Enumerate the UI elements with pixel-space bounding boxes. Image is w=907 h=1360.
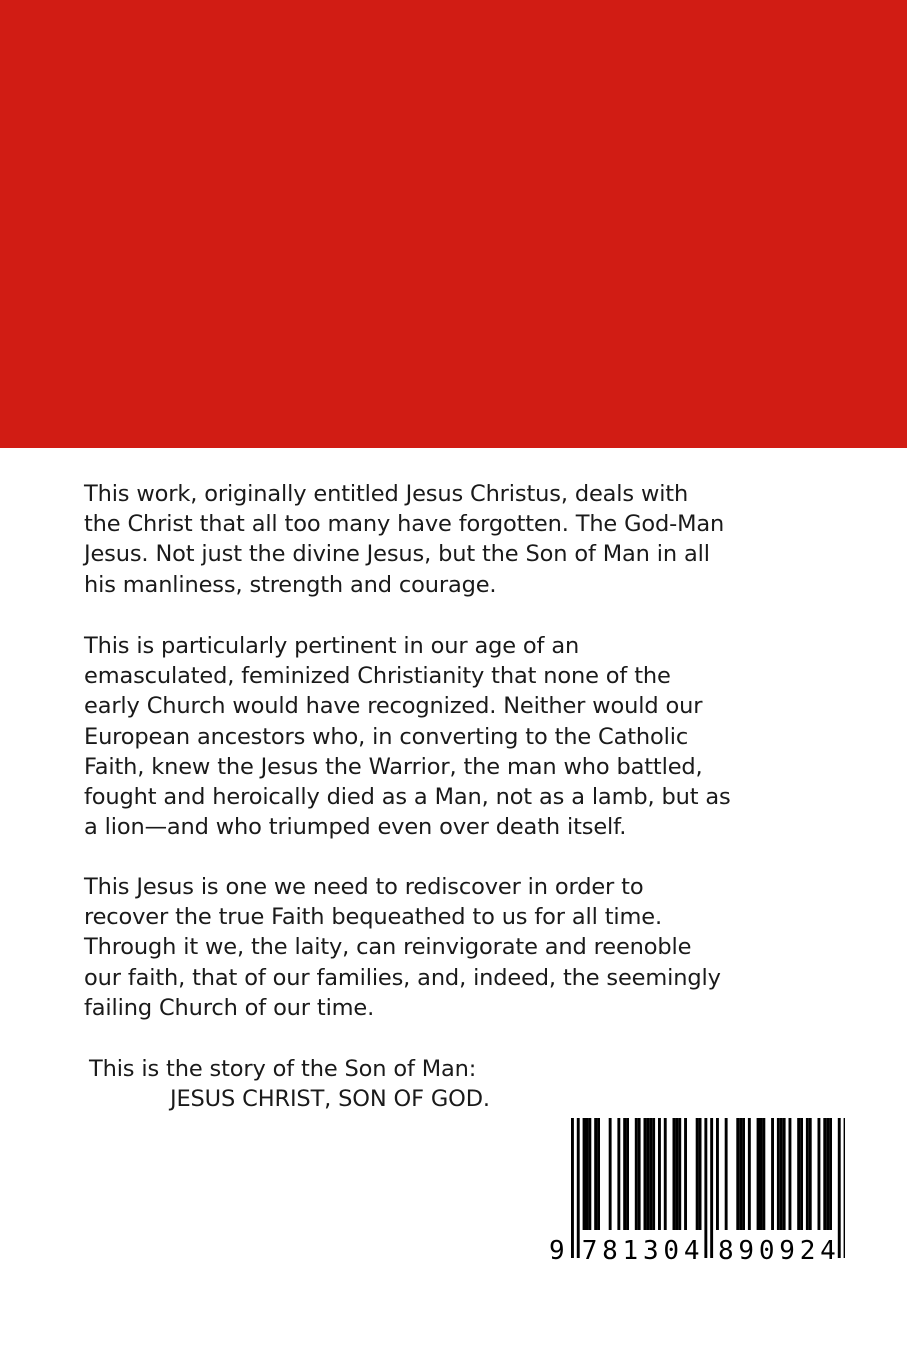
blurb-line: emasculated, feminized Christianity that none of the xyxy=(84,663,671,690)
red-color-band xyxy=(0,0,907,448)
barcode-bar xyxy=(757,1118,760,1230)
blurb-line: a lion—and who triumped even over death itself. xyxy=(84,814,627,841)
barcode-guard-bar xyxy=(710,1118,713,1258)
barcode-bar xyxy=(588,1118,591,1230)
barcode-bar xyxy=(780,1118,783,1230)
blurb-line: the Christ that all too many have forgotten. The God-Man xyxy=(84,511,725,538)
barcode-bar xyxy=(829,1118,832,1230)
barcode-bar xyxy=(716,1118,719,1230)
barcode-guard-bar xyxy=(577,1118,580,1258)
barcode-bar xyxy=(617,1118,620,1230)
barcode-lead-digit: 9 xyxy=(549,1236,565,1264)
barcode-bar xyxy=(826,1118,829,1230)
barcode-guard-bar xyxy=(571,1118,574,1258)
barcode-bar xyxy=(583,1118,586,1230)
blurb-line: This Jesus is one we need to rediscover in order to xyxy=(84,874,644,900)
closing-line-1: This is the story of the Son of Man: xyxy=(89,1056,477,1082)
blurb-line: failing Church of our time. xyxy=(84,994,375,1021)
barcode-bar xyxy=(658,1118,661,1230)
barcode-bar xyxy=(725,1118,728,1230)
blurb-line: This is particularly pertinent in our age of an xyxy=(84,633,580,659)
blurb-line: Faith, knew the Jesus the Warrior, the man who battled, xyxy=(84,753,703,780)
barcode-bar xyxy=(623,1118,626,1230)
barcode-bar xyxy=(748,1118,751,1230)
barcode-bar xyxy=(809,1118,812,1230)
barcode-bar xyxy=(609,1118,612,1230)
barcode-bar xyxy=(638,1118,641,1230)
barcode-graphic xyxy=(545,1114,845,1264)
barcode-bar xyxy=(597,1118,600,1230)
blurb-line: European ancestors who, in converting to the Catholic xyxy=(84,723,689,750)
barcode-bar xyxy=(626,1118,629,1230)
blurb-line: This work, originally entitled Jesus Christus, deals with xyxy=(84,481,689,507)
isbn-barcode xyxy=(545,1114,845,1264)
barcode-bar xyxy=(684,1118,687,1230)
barcode-bar xyxy=(742,1118,745,1230)
blurb-line: our faith, that of our families, and, indeed, the seemingly xyxy=(84,964,721,991)
barcode-bar xyxy=(806,1118,809,1230)
barcode-bar xyxy=(696,1118,699,1230)
barcode-bar xyxy=(797,1118,800,1230)
barcode-guard-bar xyxy=(844,1118,845,1258)
barcode-guard-bar xyxy=(704,1118,707,1258)
blurb-paragraph-2 xyxy=(84,631,844,842)
barcode-bar xyxy=(736,1118,739,1230)
barcode-bar xyxy=(673,1118,676,1230)
barcode-bar xyxy=(594,1118,597,1230)
closing-line-2: JESUS CHRIST, SON OF GOD. xyxy=(170,1086,490,1112)
barcode-bar xyxy=(777,1118,780,1230)
barcode-bar xyxy=(760,1118,763,1230)
blurb-line: Jesus. Not just the divine Jesus, but the Son of Man in all xyxy=(84,541,710,568)
barcode-bar xyxy=(800,1118,803,1230)
barcode-bar xyxy=(789,1118,792,1230)
barcode-bar xyxy=(771,1118,774,1230)
blurb-paragraph-3 xyxy=(84,872,844,1023)
barcode-bar xyxy=(586,1118,589,1230)
closing-statement xyxy=(89,1054,490,1114)
barcode-bar xyxy=(823,1118,826,1230)
blurb-line: fought and heroically died as a Man, not as a lamb, but as xyxy=(84,784,731,811)
barcode-bar xyxy=(818,1118,821,1230)
barcode-bar xyxy=(739,1118,742,1230)
barcode-guard-bar xyxy=(838,1118,841,1258)
barcode-bar xyxy=(678,1118,681,1230)
barcode-bar xyxy=(635,1118,638,1230)
barcode-bar xyxy=(783,1118,786,1230)
barcode-right-digits: 890924 xyxy=(718,1236,836,1264)
blurb-line: early Church would have recognized. Neither would our xyxy=(84,693,703,720)
barcode-bar xyxy=(762,1118,765,1230)
barcode-bar xyxy=(646,1118,649,1230)
barcode-bar xyxy=(644,1118,647,1230)
barcode-bar xyxy=(664,1118,667,1230)
blurb-line: his manliness, strength and courage. xyxy=(84,571,497,598)
barcode-bar xyxy=(652,1118,655,1230)
blurb-line: recover the true Faith bequeathed to us for all time. xyxy=(84,904,662,931)
barcode-left-digits: 781304 xyxy=(581,1236,700,1264)
blurb-line: Through it we, the laity, can reinvigorate and reenoble xyxy=(84,934,692,961)
blurb-paragraph-1 xyxy=(84,479,844,600)
barcode-bar xyxy=(649,1118,652,1230)
barcode-bar xyxy=(675,1118,678,1230)
barcode-bar xyxy=(699,1118,702,1230)
